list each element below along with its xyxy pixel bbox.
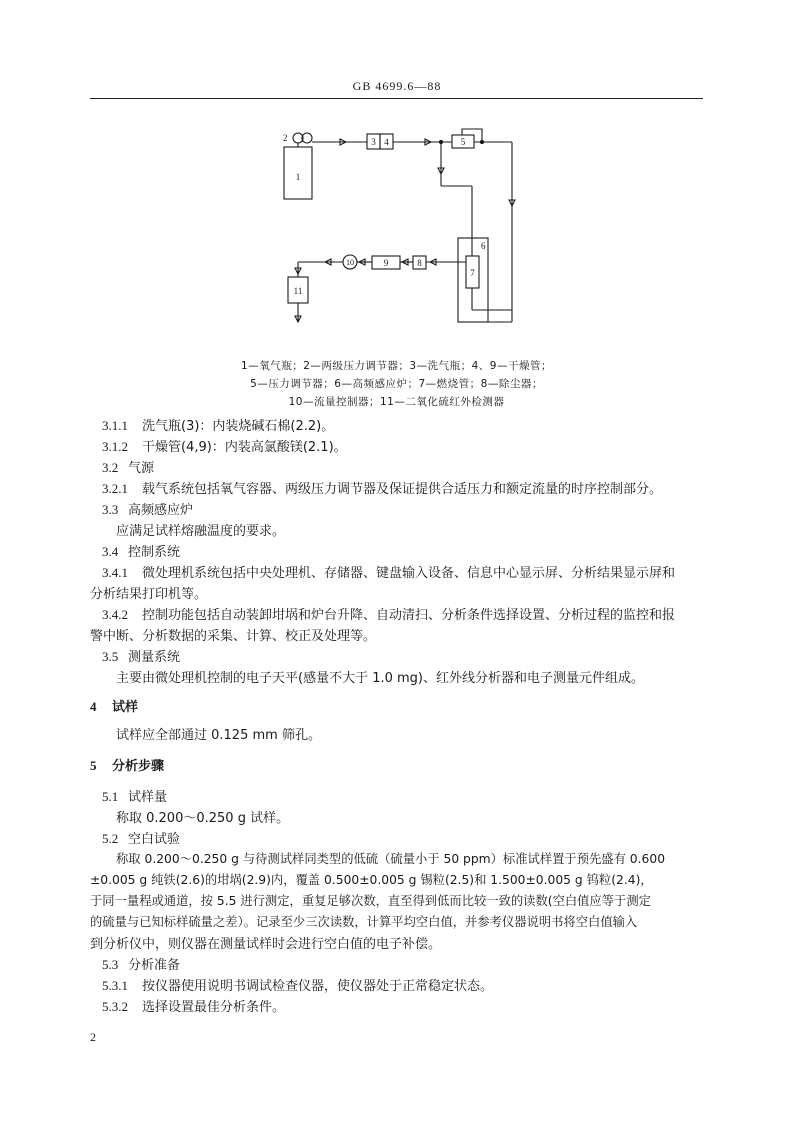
label-4: 4 — [384, 137, 389, 147]
para-3-4-1-cont: 分析结果打印机等。 — [90, 587, 208, 602]
label-2: 2 — [283, 133, 288, 143]
para-3-1-1: 3.1.1 洗气瓶(3)：内装烧碱石棉(2.2)。 — [102, 418, 335, 434]
label-1: 1 — [295, 172, 301, 182]
para-5-2-line-4: 的硫量与已知标样硫量之差）。记录至少三次读数，计算平均空白值，并参考仪器说明书将空白值输入 — [90, 915, 638, 929]
heading-5-1: 5.1 试样量 — [102, 789, 168, 805]
para-5-3-1: 5.3.1 按仪器使用说明书调试检查仪器，使仪器处于正常稳定状态。 — [102, 978, 494, 994]
para-3-1-2: 3.1.2 干燥管(4,9)：内装高氯酸镁(2.1)。 — [102, 439, 347, 455]
para-3-4-1: 3.4.1 微处理机系统包括中央处理机、存储器、键盘输入设备、信息中心显示屏、分析结果显示屏和 — [102, 565, 676, 581]
standard-code-header: GB 4699.6—88 — [352, 79, 442, 93]
para-5-2-line-2: ±0.005 g 纯铁(2.6)的坩埚(2.9)内，覆盖 0.500±0.005 g 锡粒(2.5)和 1.500±0.005 g 钨粒(2.4)， — [90, 873, 653, 887]
heading-3-5: 3.5 测量系统 — [102, 649, 181, 665]
label-6: 6 — [481, 241, 486, 251]
para-5-2-line-5: 到分析仪中，则仪器在测量试样时会进行空白值的电子补偿。 — [90, 937, 442, 952]
heading-3-4: 3.4 控制系统 — [102, 544, 181, 560]
heading-3-3: 3.3 高频感应炉 — [102, 502, 194, 518]
label-8: 8 — [417, 258, 422, 268]
heading-3-2: 3.2 气源 — [102, 460, 155, 476]
para-4: 试样应全部通过 0.125 mm 筛孔。 — [116, 728, 321, 743]
para-3-3: 应满足试样熔融温度的要求。 — [116, 524, 286, 539]
para-3-4-2: 3.4.2 控制功能包括自动装卸坩埚和炉台升降、自动清扫、分析条件选择设置、分析过程的监控和报 — [102, 607, 676, 623]
page-number: 2 — [90, 1030, 96, 1044]
para-3-4-2-cont: 警中断、分析数据的采集、计算、校正及处理等。 — [90, 629, 377, 644]
label-9: 9 — [383, 258, 389, 268]
diagram-caption-line-1: 1—氧气瓶；2—两级压力调节器；3—洗气瓶；4、9—干燥管； — [241, 360, 552, 372]
label-5: 5 — [460, 137, 466, 147]
label-10: 10 — [346, 258, 354, 267]
diagram-caption-line-2: 5—压力调节器；6—高频感应炉；7—燃烧管；8—除尘器； — [250, 378, 543, 390]
para-5-2-line-3: 于同一量程或通道，按 5.5 进行测定，重复足够次数，直至得到低而比较一致的读数(空白值应等于测定 — [90, 894, 651, 908]
para-5-3-2: 5.3.2 选择设置最佳分析条件。 — [102, 999, 286, 1015]
section-5-heading: 5 分析步骤 — [90, 758, 165, 774]
heading-5-2: 5.2 空白试验 — [102, 831, 181, 847]
apparatus-diagram — [0, 0, 794, 400]
label-11: 11 — [293, 286, 303, 296]
para-5-2-line-1: 称取 0.200～0.250 g 与待测试样同类型的低硫（硫量小于 50 ppm）标准试样置于预先盛有 0.600 — [116, 852, 666, 866]
diagram-caption-line-3: 10—流量控制器；11—二氧化硫红外检测器 — [288, 396, 505, 408]
label-3: 3 — [371, 137, 376, 147]
para-5-1: 称取 0.200～0.250 g 试样。 — [116, 811, 290, 826]
label-7: 7 — [470, 268, 475, 278]
para-3-5: 主要由微处理机控制的电子天平(感量不大于 1.0 mg)、红外线分析器和电子测量元件组成。 — [116, 671, 644, 686]
section-4-heading: 4 试样 — [90, 699, 139, 715]
heading-5-3: 5.3 分析准备 — [102, 957, 181, 973]
para-3-2-1: 3.2.1 载气系统包括氧气容器、两级压力调节器及保证提供合适压力和额定流量的时序控制部分。 — [102, 481, 663, 497]
